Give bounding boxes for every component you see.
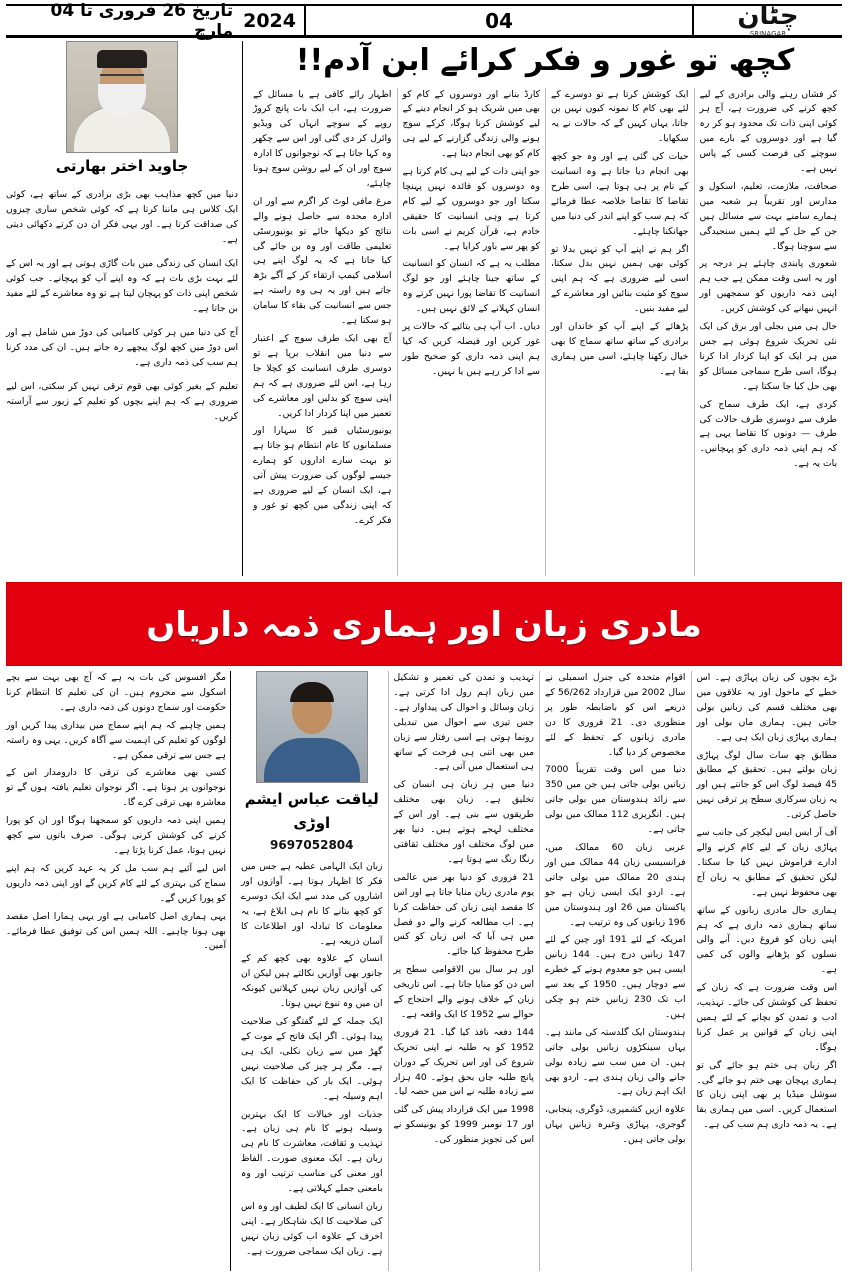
- dateline: [6, 0, 306, 41]
- paragraph: 21 فروری کو دنیا بھر میں عالمی یوم مادری زبان منایا جاتا ہے اور اس کا مقصد اپنی زبان کی حفاظت کرنا ہے۔ اب مطالعہ کرنے والے دو فصل میں ہی آیا کہ اس زبان کو کس طرح محفوظ کیا جائے۔: [393, 871, 534, 958]
- bottom-section: [6, 671, 842, 1271]
- paragraph: حال ہی میں بجلی اور برق کی ایک نئی تحریک شروع ہوئی ہے جس میں ہر ایک کو اپنا کردار ادا کرنا ہوگا، اسی طرح سماجی مسائل کو بھی حل کیا جا سکتا ہے۔: [699, 321, 837, 392]
- article-column: [236, 671, 388, 1271]
- paragraph: ایک جملہ کے لئے گفتگو کی صلاحیت پیدا ہوئی۔ اگر ایک فاتح کے موت کے گھڑ میں سے زبان نکلی، ایک ہی ہے۔ مگر ہر چیز کی صلاحیت نہیں ہوئی۔ ایک بار کی حفاظت کا ایک اہم وسیلہ ہے۔: [241, 1016, 383, 1102]
- masthead: [6, 0, 842, 41]
- article-column: [397, 88, 546, 577]
- paragraph: ہمیں چاہیے کہ ہم اپنے سماج میں بیداری پیدا کریں اور لوگوں کو تعلیم کی اہمیت سے آگاہ کریں۔ یہی وہ راستہ ہے جس سے ترقی ممکن ہے۔: [6, 719, 226, 761]
- bottom-right-column: [6, 671, 230, 1271]
- paragraph: جذبات اور خیالات کا ایک بہترین وسیلہ ہونے کا نام ہی زبان ہے۔ تہذیب و ثقافت، معاشرت کا نام ہی زبان ہے۔ ایک معنوی صورت۔ الفاظ اور معنی کی مناسب ترتیب اور وہ بامعنی جملے کہلاتی ہے۔: [241, 1108, 383, 1195]
- paragraph: اور ہر سال بین الاقوامی سطح پر اس دن کو منایا جاتا ہے۔ اس تاریخی زبان کے خلاف ہونے والے احتجاج کے حوالے سے 1952 کا ایک واقعہ ہے۔: [393, 964, 534, 1020]
- article-column: [388, 671, 540, 1271]
- masthead-logo: [692, 1, 842, 38]
- paragraph: یونیورسٹیاں قبیر کا سہارا اور مسلمانوں کا عام انتظام ہو جاتا ہے تو بہت سارے اداروں کو ہمارے جیسے لوگوں کی ضرورت پیش آتی ہے، ایک انسان کے لیے ضروری ہے کہ اپنی زندگی میں کچھ تو غور و فکر کرے۔: [253, 425, 392, 526]
- paragraph: یہی ہماری اصل کامیابی ہے اور یہی ہمارا اصل مقصد بھی ہونا چاہیے۔ اللہ ہمیں اس کی توفیق عطا فرمائے۔ آمین۔: [6, 910, 226, 952]
- paragraph: اس لیے آئیے ہم سب مل کر یہ عہد کریں کہ ہم اپنے سماج کی بہتری کے لئے کام کریں گے اور اپنی ذمہ داریوں کو پورا کریں گے۔: [6, 862, 226, 904]
- paragraph: ہماری حال مادری زبانوں کے ساتھ ساتھ ہماری ذمہ داری ہے کہ ہم اپنی زبان کو فروغ دیں۔ آنے والی نسلوں کو پڑھانے والوں کی کمی ہے۔: [696, 904, 837, 976]
- paragraph: اگر زبان ہی ختم ہو جائے گی تو ہماری پہچان بھی ختم ہو جائے گی۔ سوشل میڈیا پر بھی اپنی زبان کا استعمال کریں۔ اسی میں ہماری بقا ہے۔ یہ ذمہ داری ہم سب کی ہے۔: [696, 1059, 837, 1131]
- paragraph: جو اپنی ذات کے لیے ہی کام کرتا ہے وہ دوسروں کو فائدہ نہیں پہنچا سکتا اور جو دوسروں کے لیے کام کرتا ہے وہی انسانیت کا حقیقی خادم ہے، قرآن کریم نے اسی بات کو پھر سے باور کرایا ہے۔: [402, 166, 540, 252]
- paragraph: عربی زبان 60 ممالک میں، فرانسیسی زبان 44 ممالک میں اور ہندی 20 ممالک میں بولی جاتی ہے۔ اردو ایک ایسی زبان ہے جو پاکستان میں 26 اور ہندوستان میں 196 زبانوں کی وہ ترتیب ہے۔: [545, 841, 686, 928]
- page-number: 04: [485, 8, 513, 33]
- paragraph: تہذیب و تمدن کی تعمیر و تشکیل میں زبان اہم رول ادا کرتی ہے۔ زبان وسائل و احوال کی پیداوار ہے۔ جس تیزی سے احوال میں تبدیلی رونما ہوتی ہے اسی رفتار سے زبان میں بھی اتنی ہی فرحت کے ساتھ ہی استعمال میں آتی ہے۔: [393, 672, 534, 773]
- paragraph: اس وقت ضرورت ہے کہ زبان کے تحفظ کی کوشش کی جائے۔ تہذیب، ادب و تمدن کو بچانے کے لئے ہمیں اپنی زبان کے قوانین پر عمل کرنا ہوگا۔: [696, 982, 837, 1053]
- paragraph: ایک انسان کی زندگی میں بات گاڑی ہوتی ہے اور یہ اس کے لئے بہت بڑی بات ہے کہ وہ اپنے آپ کو پہچانے۔ جب کوئی شخص اپنی ذات کو پہچان لیتا ہے تو وہ معاشرے کے لئے مفید بن جاتا ہے۔: [6, 258, 238, 314]
- paragraph: بڑے بچوں کی زبان پہاڑی ہے۔ اس خطے کے ماحول اور یہ علاقوں میں بھی مختلف قسم کی زبانیں بولی جاتی ہیں۔ ہماری ماں بولی اور ہماری پہاڑی زبان ایک ہی ہے۔: [696, 672, 837, 743]
- paragraph: مرغ مافی لوٹ کر اگرم سے اور ان ادارہ محدہ سے حاصل ہونے والے نتائج کو دیکھا جائے تو یونیورسٹی تعلیمی طاقت اور وہ بن جائے گی کیا جاتا ہے کہ یہ لوگ اپنے ہی اسلامی کیمپ ارتقاء کر کے آگے بڑھ جاتے ہیں اور یہ ہی وہ راستہ ہے جس سے انسانیت کی بقاء کا سامان ہو سکتا ہے۔: [253, 195, 392, 327]
- author-block: [241, 671, 383, 855]
- paragraph: شعوری پابندی چاہئے ہر درجہ پر اور یہ اسی وقت ممکن ہے جب ہم اپنی ذمہ داریوں کو سمجھیں اور انہیں نبھانے کی کوشش کریں۔: [699, 258, 837, 315]
- paragraph: ہمیں اپنی ذمہ داریوں کو سمجھنا ہوگا اور ان کو پورا کرنے کی کوشش کرنی ہوگی۔ صرف باتوں سے کچھ نہیں ہوتا، عمل کرنا پڑتا ہے۔: [6, 815, 226, 856]
- article-column: [691, 671, 843, 1271]
- paragraph: دنیا میں ہر زبان ہی انسان کی تخلیق ہے۔ زبان بھی مختلف طریقوں سے بنی ہے۔ اور اس کے مختلف لہجے ہوتے ہیں۔ دنیا بھر میں لوگ مختلف اور مختلف ثقافتی رنگا رنگ سے ہوتا ہے۔: [393, 779, 534, 865]
- paragraph: آج کی دنیا میں ہر کوئی کامیابی کی دوڑ میں شامل ہے اور اس دوڑ میں کچھ لوگ پیچھے رہ جاتے ہیں۔ ان کی مدد کرنا ہم سب کی ذمہ داری ہے۔: [6, 326, 238, 368]
- article-column: [539, 671, 691, 1271]
- logo-text: چٹان: [737, 1, 799, 31]
- paragraph: ایک کوشش کرتا ہے تو دوسرے کے لئے بھی کام کا نمونہ کیوں نہیں بن جاتا، یہاں کہیں گے کہ حالات نے یہ سکھایا۔: [551, 88, 689, 145]
- paragraph: زبان انسانی کا ایک لطیف اور وہ اس کی صلاحیت کا ایک شاہکار ہے۔ اپنی احرف کے علاوہ اب کوئی زبان نہیں ہے۔ زبان ایک سماجی ضرورت ہے۔: [241, 1200, 383, 1257]
- article-column: [248, 88, 397, 577]
- paragraph: 144 دفعہ نافذ کیا گیا۔ 21 فروری 1952 کو یہ طلبہ نے اپنی تحریک شروع کی اور اس تحریک کے دوران پانچ طلبہ جاں بحق ہوئے۔ 40 ہزار سے زیادہ طلبہ نے اس میں حصہ لیا۔: [393, 1026, 534, 1098]
- logo-subtitle: SRINAGAR: [749, 30, 787, 38]
- paragraph: علاوہ ازیں کشمیری، ڈوگری، پنجابی، گوجری، پہاڑی وغیرہ زبانیں یہاں بولی جاتی ہیں۔: [545, 1104, 686, 1146]
- top-right-text: [6, 179, 238, 434]
- paragraph: کسی بھی معاشرے کی ترقی کا دارومدار اس کے نوجوانوں پر ہوتا ہے۔ اگر نوجوان تعلیم یافتہ ہوں گے تو معاشرہ بھی ترقی کرے گا۔: [6, 767, 226, 809]
- paragraph: اگر ہم نے اپنے آپ کو نہیں بدلا تو کوئی بھی ہمیں نہیں بدل سکتا، اسی لیے ضروری ہے کہ ہم اپنی سوچ کو مثبت بنائیں اور معاشرے کے لیے مفید بنیں۔: [551, 243, 689, 315]
- paragraph: کارڈ بنانے اور دوسروں کے کام کو بھی میں شریک ہو کر انجام دینے کے لیے کوشش کرنا ہوگا، کرکے سوچ ہونے والی زندگی گزارنے کے لیے ہی کام کو بھی انجام دینا ہے۔: [402, 88, 540, 160]
- author-block: [6, 41, 238, 175]
- paragraph: پڑھائے کے اپنے آپ کو خاندان اور برادری کے ساتھ ساتھ سماج کا بھی خیال رکھنا چاہئے، اسی میں ہماری بقا ہے۔: [551, 321, 689, 377]
- author-portrait: [66, 41, 178, 153]
- dateline-date: تاریخ 26 فروری تا 04 مارچ: [50, 0, 234, 41]
- paragraph: تعلیم کے بغیر کوئی بھی قوم ترقی نہیں کر سکتی، اس لیے ضروری ہے کہ ہم اپنے بچوں کو تعلیم کے زیور سے آراستہ کریں۔: [6, 380, 238, 422]
- paragraph: حیات کی گئی ہے اور وہ جو کچھ بھی انجام دیا جاتا ہے وہ انسانیت کے نام پر ہی ہوتا ہے، اسی طرح تقاضا کا تقاضا خلاصہ عطا فرمائے کہ ہم سب کو اپنے اندر کی دنیا میں جھانکنا چاہئے۔: [551, 151, 689, 237]
- paragraph: امریکہ کے لئے 191 اور چین کے لئے 147 زبانیں درج ہیں۔ 144 زبانیں ایسی ہیں جو معدوم ہونے کے خطرے سے دوچار ہیں۔ 1950 کے بعد سے اب تک 230 زبانیں ختم ہو چکی ہیں۔: [545, 934, 686, 1020]
- paragraph: دیاں۔ اب آپ ہی بتائیے کہ حالات پر غور کریں اور فیصلہ کریں کہ کیا ہم اپنی ذمہ داری کو صحیح طور سے ادا کر رہے ہیں یا نہیں۔: [402, 321, 540, 377]
- dateline-year: 2024: [243, 9, 296, 32]
- author-name: لیاقت عباس ایشم اوڑی: [244, 790, 379, 833]
- author-portrait-2: [256, 671, 368, 783]
- author-phone: 9697052804: [270, 837, 354, 852]
- top-article: [242, 41, 842, 576]
- bottom-article: [230, 671, 842, 1271]
- paragraph: مگر افسوس کی بات یہ ہے کہ آج بھی بہت سے بچے اسکول سے محروم ہیں۔ ان کی تعلیم کا انتظام کرنا حکومت اور سماج دونوں کی ذمہ داری ہے۔: [6, 672, 226, 713]
- article-column: [545, 88, 694, 577]
- top-section: [6, 41, 842, 576]
- paragraph: صحافت، ملازمت، تعلیم، اسکول و مدارس اور تقریباً ہر شعبہ میں ہمارے سامنے بہت سے مسائل ہیں جن کے حل کے لئے ہمیں سنجیدگی سے سوچنا ہوگا۔: [699, 180, 837, 252]
- paragraph: 1998 میں ایک قرارداد پیش کی گئی اور 17 نومبر 1999 کو یونیسکو نے اس کی تجویز منظور کی۔: [393, 1104, 534, 1146]
- paragraph: آف آر ایس ایس لیکچر کی جانب سے پہاڑی زبان کے لیے کام کرنے والے ادارے فراموش نہیں کیا جا سکتا۔ لیکن تحقیق کے مطابق یہ زبان آج بھی محفوظ نہیں ہے۔: [696, 827, 837, 898]
- paragraph: دنیا میں کچھ مذاہب بھی بڑی برادری کے ساتھ ہے، کوئی ایک کلاس ہی ماننا کرتا ہے کہ کوئی شخص ساری چیزوں کی صداقت کرتا ہے۔ اور یہی فکر ان دن کرتے دکھائی دیتی ہے۔: [6, 189, 238, 245]
- paragraph: اظہار رائے کافی ہے یا مسائل کے ضرورت ہے، اب ایک بات پانچ کروڑ روپے کے سوچے انہاں کی ویڈیو وائرل کر دی گئی اور اس سے چکھر وہ کہا جاتا ہے کہ نوجوانوں کا ادارہ سوچ اور ان کے لیے روشن سوچ ہونا چاہئے،: [253, 88, 392, 189]
- paragraph: مطلب یہ ہے کہ انسان کو انسانیت کے ساتھ جینا چاہئے اور جو لوگ انسانیت کا تقاضا پورا نہیں کرتے وہ انسان کہلانے کے لائق نہیں ہیں۔: [402, 258, 540, 315]
- paragraph: مطابق چھ سات سال لوگ پہاڑی زبان بولتے ہیں۔ تحقیق کے مطابق 45 فیصد لوگ اس کو جانتے ہیں اور یہ زبان سرکاری سطح پر ترقی نہیں حاصل کرتی۔: [696, 749, 837, 821]
- banner-title: مادری زبان اور ہماری ذمہ داریاں: [146, 604, 702, 645]
- paragraph: انسان کے علاوہ بھی کچھ کم کے جانور بھی آوازیں نکالتے ہیں لیکن ان کی آوازیں زبان نہیں کہلاتیں کیونکہ ان میں وہ تنوع نہیں ہوتا۔: [241, 953, 383, 1010]
- paragraph: ہندوستان ایک گلدستہ کی مانند ہے۔ یہاں سینکڑوں زبانیں بولی جاتی ہیں۔ ان میں سب سے زیادہ بولی جانے والی زبان ہندی ہے۔ اردو بھی ایک اہم زبان ہے۔: [545, 1026, 686, 1098]
- page-title: کچھ تو غور و فکر کرائے ابن آدم!!: [295, 43, 795, 78]
- paragraph: زبان ایک الہامی عطیہ ہے جس میں فکر کا اظہار ہوتا ہے۔ آوازوں اور اشاروں کی مدد سے ایک ایک دوسرے کو کچھ بتانے کا نام ہی ابلاغ ہے، یہ معلومات کا تبادلہ اور اطلاعات کا آسان ذریعہ ہے۔: [241, 861, 383, 947]
- paragraph: اقوام متحدہ کی جنرل اسمبلی نے سال 2002 میں قرارداد 56/262 کے ذریعے اس کو باضابطہ طور پر منظوری دی۔ 21 فروری کا دن مادری زبانوں کے تحفظ کے لئے مخصوص کر دیا گیا۔: [545, 672, 686, 758]
- article-column: [694, 88, 843, 577]
- paragraph: آج بھی ایک طرف سوچ کے اعتبار سے دنیا میں انقلاب برپا ہے تو دوسری طرف انسانیت کو کچلا جا رہا ہے، اس لئے ضروری ہے کہ ہم اپنی سوچ کو بدلیں اور معاشرے کی تعمیر میں اپنا کردار ادا کریں۔: [253, 333, 392, 419]
- section-banner: [6, 582, 842, 666]
- top-article-columns: [248, 88, 842, 577]
- paragraph: کردی ہے، ایک طرف سماج کی طرف سے دوسری طرف حالات کی طرف — دونوں کا تقاضا یہی ہے کہ ہم اپنی ذمہ داری کو پہچانیں۔ بات یہ ہے۔: [699, 398, 837, 470]
- author-name: جاوید اختر بھارتی: [55, 157, 189, 175]
- top-right-column: [6, 41, 242, 576]
- paragraph: کر فشاں رہنے والی برادری کے لیے کچھ کرنے کی ضرورت ہے، آج ہر کوئی اپنی ذات تک محدود ہو کر رہ گیا ہے اور دوسروں کے بارے میں سوچنے کی فرصت کسی کے پاس نہیں ہے۔: [699, 88, 837, 175]
- paragraph: دنیا میں اس وقت تقریباً 7000 زبانیں بولی جاتی ہیں جن میں 350 سے زائد ہندوستان میں بولی جاتی ہیں۔ انگریزی 112 ممالک میں بولی جاتی ہے۔: [545, 764, 686, 836]
